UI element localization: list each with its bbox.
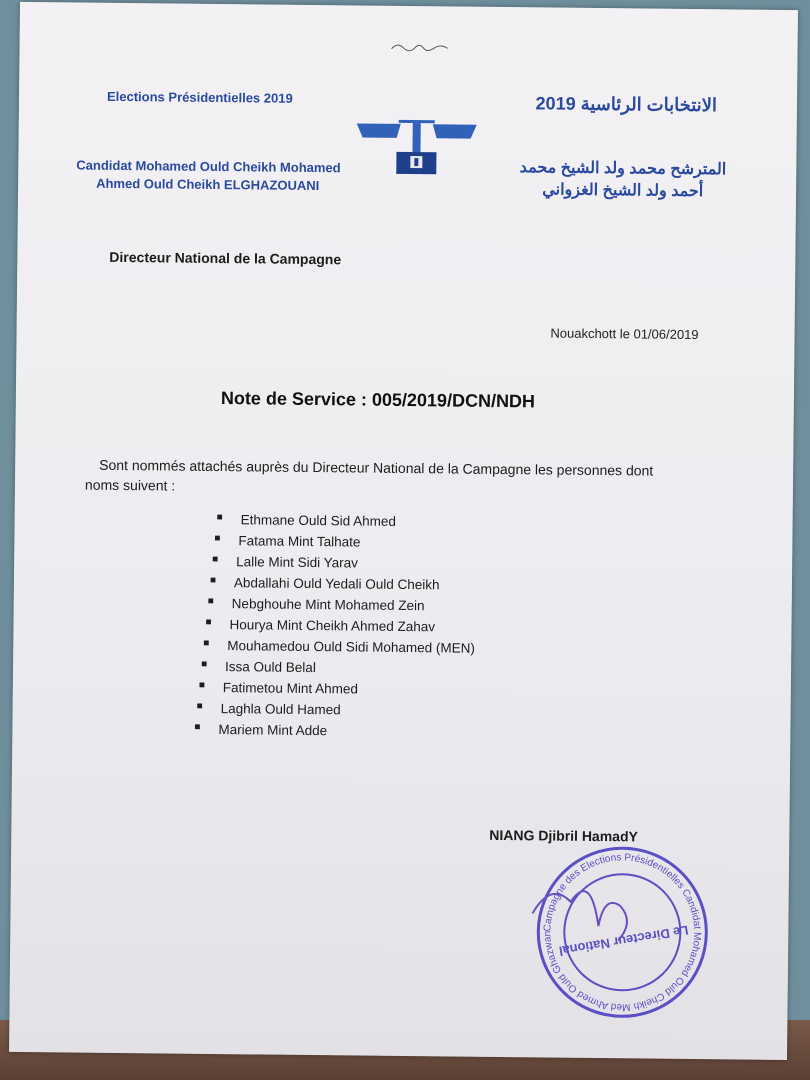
signer-name: NIANG Djibril HamadY <box>489 826 638 845</box>
candidate-name-fr <box>76 157 341 196</box>
document-page <box>9 2 798 1060</box>
stamp-outer-text: Campagne des Elections Présidentielles Candidat Mohamed Ould Cheikh Med Ahmed Ould Ghazwani <box>542 852 703 1013</box>
names-list <box>192 512 475 743</box>
candidate-name-fr-line1: Candidat Mohamed Ould Cheikh Mohamed <box>76 157 341 176</box>
official-stamp <box>501 841 743 1029</box>
candidate-name-fr-line2: Ahmed Ould Cheikh ELGHAZOUANI <box>96 175 320 194</box>
candidate-name-ar-line1: المترشح محمد ولد الشيخ محمد <box>519 159 727 179</box>
election-title-ar: الانتخابات الرئاسية 2019 <box>535 93 718 116</box>
election-title-fr: Elections Présidentielles 2019 <box>106 88 293 106</box>
candidate-name-ar <box>519 157 726 203</box>
stamp-inner-text: Le Directeur National <box>557 922 690 959</box>
bismillah-calligraphy <box>390 40 450 53</box>
scale-logo-icon <box>356 115 477 181</box>
place-date: Nouakchott le 01/06/2019 <box>550 325 699 343</box>
intro-paragraph: Sont nommés attachés auprès du Directeur National de la Campagne les personnes dont noms suivent : <box>84 456 654 494</box>
note-title: Note de Service : 005/2019/DCN/NDH <box>220 388 536 412</box>
director-title: Directeur National de la Campagne <box>109 248 342 268</box>
candidate-name-ar-line2: أحمد ولد الشيخ الغزواني <box>542 181 704 201</box>
